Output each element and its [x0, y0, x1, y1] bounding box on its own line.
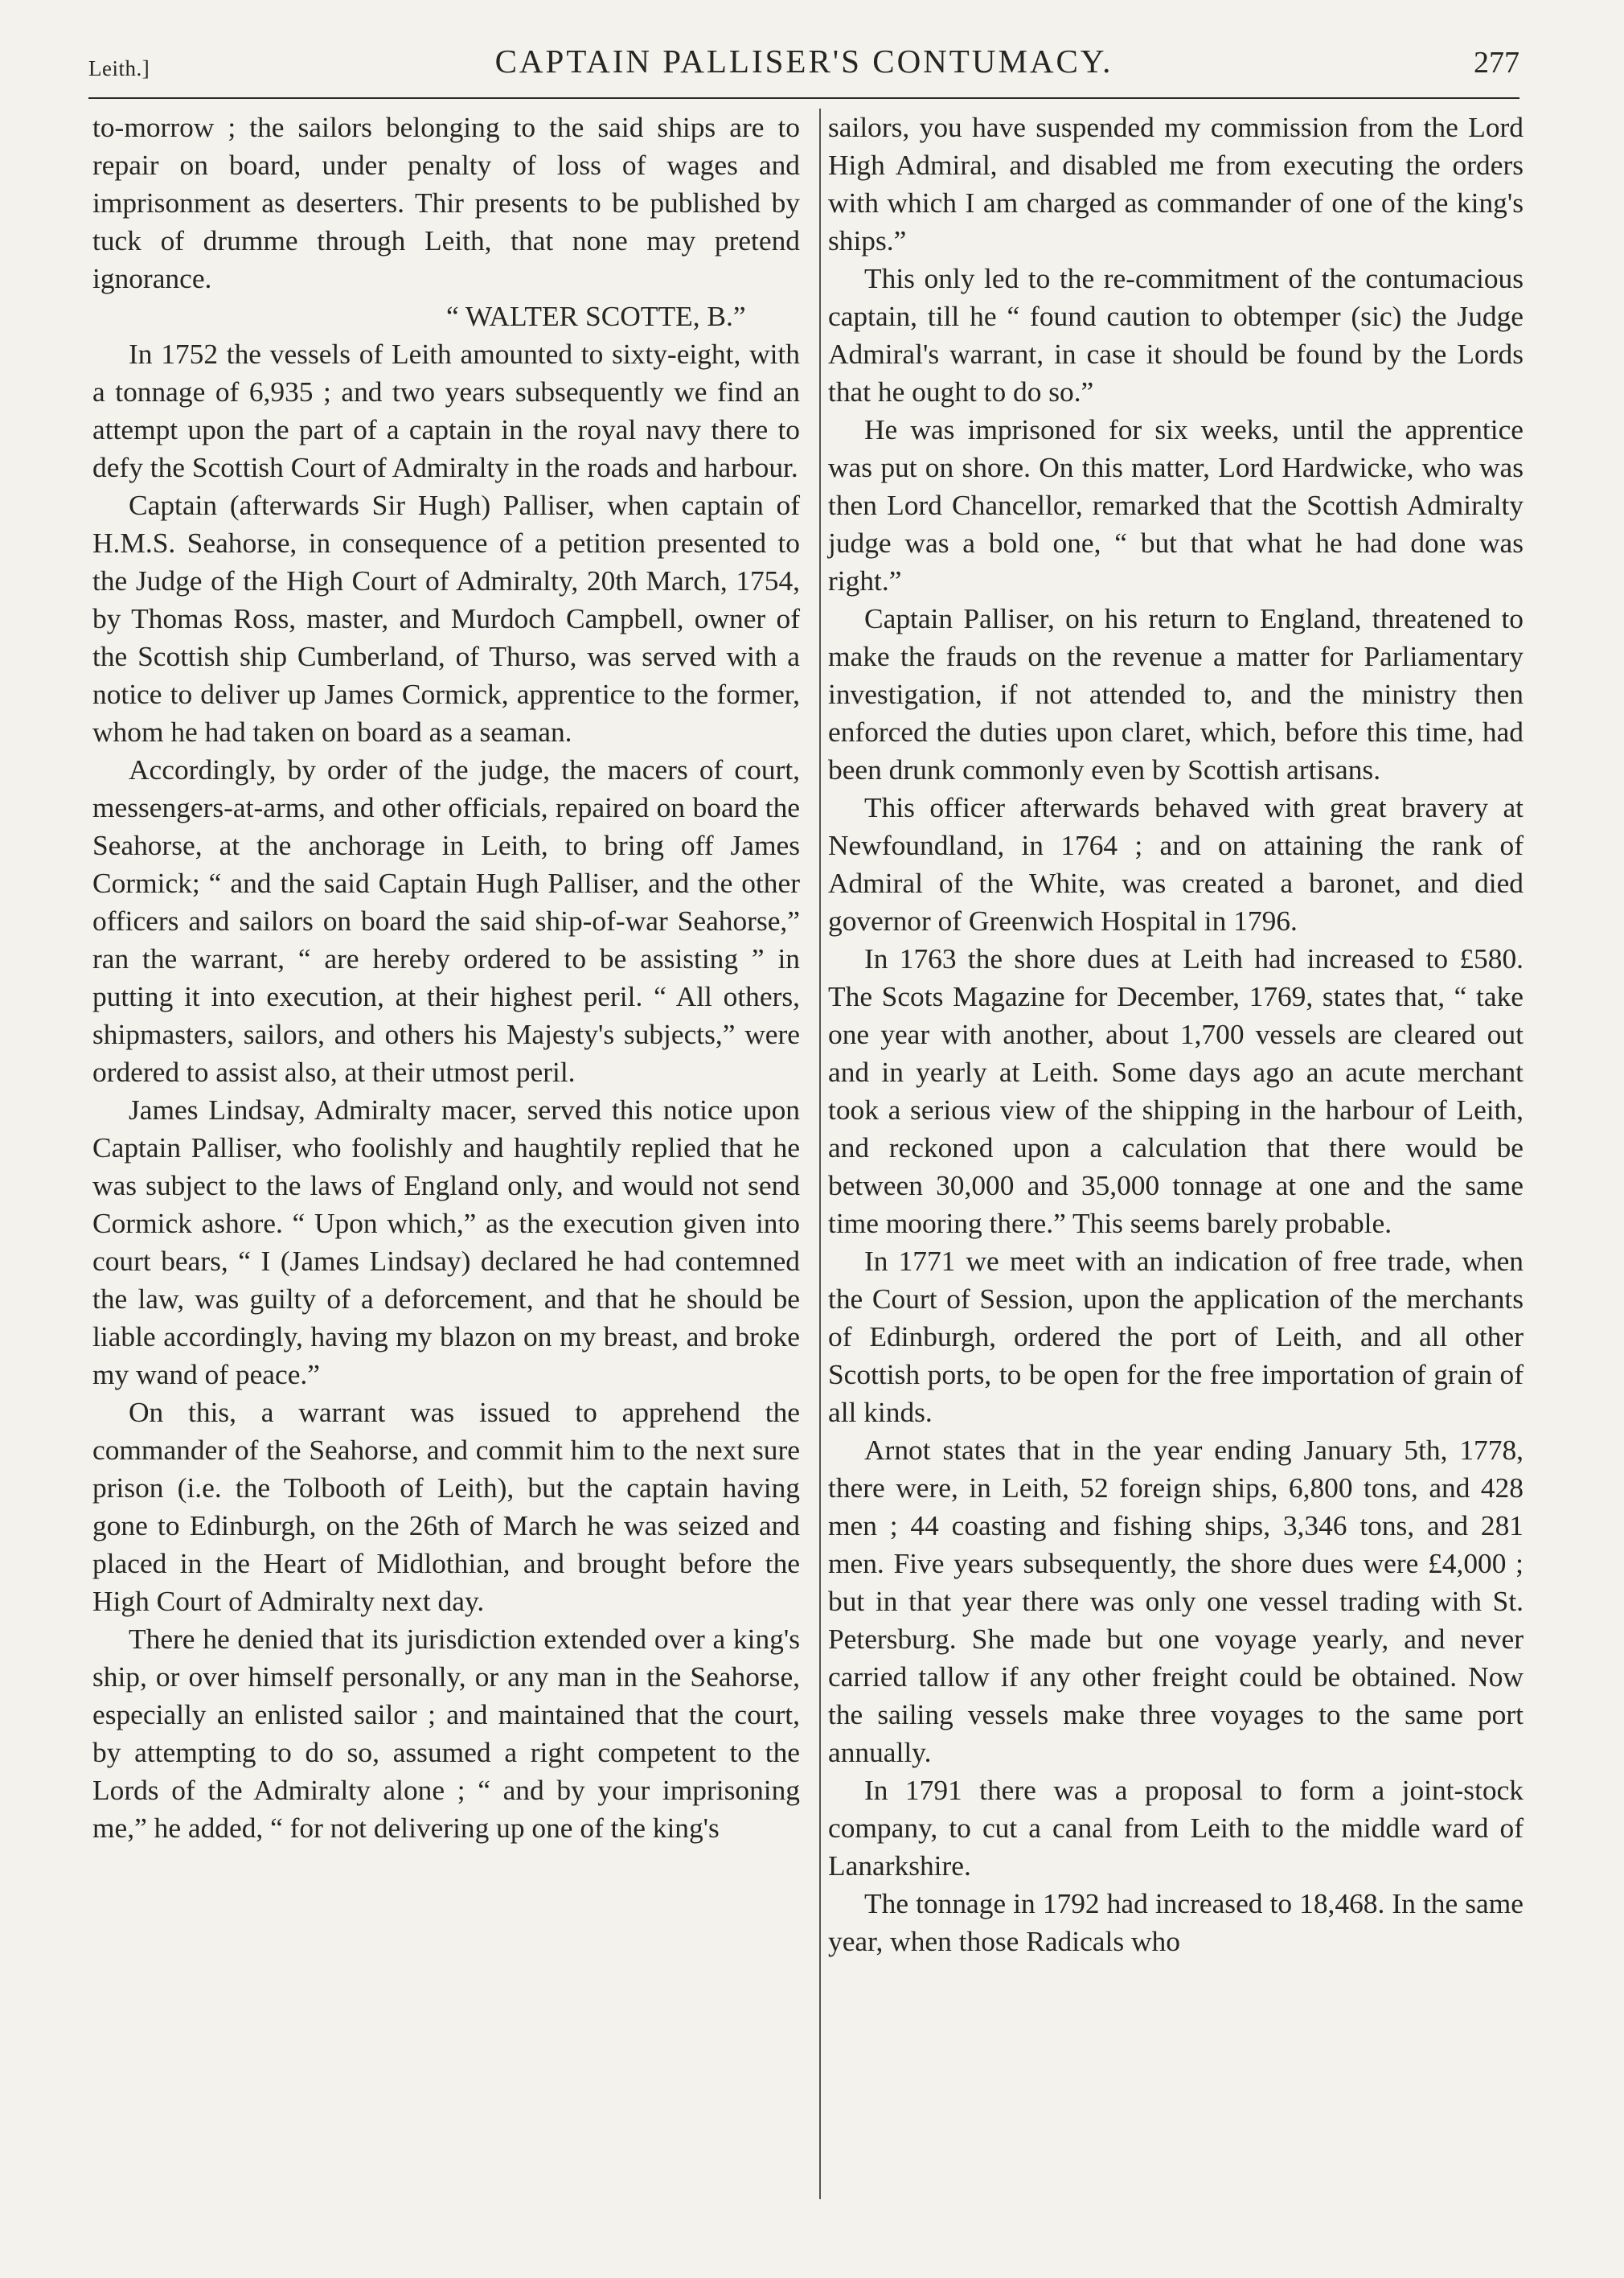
- paragraph: In 1771 we meet with an indication of free trade, when the Court of Session, upon the application of the merchants of Edinburgh, ordered the port of Leith, and all other Scottish ports, to be open for the free importation of grain of all kinds.: [828, 1245, 1524, 1428]
- paragraph: In 1752 the vessels of Leith amounted to sixty-eight, with a tonnage of 6,935 ; and two years subsequently we find an attempt upon the part of a captain in the royal navy there to defy the Scottish Court of Admiralty in the roads and harbour.: [92, 338, 800, 483]
- page-number: 277: [1474, 46, 1519, 80]
- paragraph: He was imprisoned for six weeks, until the apprentice was put on shore. On this matter, Lord Hardwicke, who was then Lord Chancellor, remarked that the Scottish Admiralty judge was a bold one, “ but that what he had done was right.”: [828, 413, 1524, 597]
- paragraph: Captain (afterwards Sir Hugh) Palliser, when captain of H.M.S. Seahorse, in consequence of a petition presented to the Judge of the High Court of Admiralty, 20th March, 1754, by Thomas Ross, master, and Murdoch Campbell, owner of the Scottish ship Cumberland, of Thurso, was served with a notice to deliver up James Cormick, apprentice to the former, whom he had taken on board as a seaman.: [92, 489, 800, 748]
- paragraph: There he denied that its jurisdiction extended over a king's ship, or over himself personally, or any man in the Seahorse, especially an enlisted sailor ; and maintained that the court, by attempting to do so, assumed a right competent to the Lords of the Admiralty alone ; “ and by your imprisoning me,” he added, “ for not delivering up one of the king's: [92, 1623, 800, 1844]
- paragraph: This only led to the re-commitment of the contumacious captain, till he “ found caution to obtemper (sic) the Judge Admiral's warrant, in case it should be found by the Lords that he ought to do so.”: [828, 262, 1524, 408]
- paragraph: Arnot states that in the year ending January 5th, 1778, there were, in Leith, 52 foreign ships, 6,800 tons, and 428 men ; 44 coasting and fishing ships, 3,346 tons, and 281 men. Five years subsequently, the shore dues were £4,000 ; but in that year there was only one vessel trading with St. Petersburg. She made but one voyage yearly, and never carried tallow if any other freight could be obtained. Now the sailing vessels make three voyages to the same port annually.: [828, 1434, 1524, 1768]
- paragraph: Captain Palliser, on his return to England, threatened to make the frauds on the revenue a matter for Parliamentary investigation, if not attended to, and the ministry then enforced the duties upon claret, which, before this time, had been drunk commonly even by Scottish artisans.: [828, 602, 1524, 786]
- paragraph: sailors, you have suspended my commission from the Lord High Admiral, and disabled me from executing the orders with which I am charged as commander of one of the king's ships.”: [828, 111, 1524, 257]
- left-column: [92, 109, 800, 1847]
- signature: “ WALTER SCOTTE, B.”: [446, 300, 746, 332]
- paragraph: In 1763 the shore dues at Leith had increased to £580. The Scots Magazine for December, 1769, states that, “ take one year with another, about 1,700 vessels are cleared out and in yearly at Leith. Some days ago an acute merchant took a serious view of the shipping in the harbour of Leith, and reckoned upon a calculation that there would be between 30,000 and 35,000 tonnage at one and the same time mooring there.” This seems barely probable.: [828, 942, 1524, 1239]
- paragraph: In 1791 there was a proposal to form a joint-stock company, to cut a canal from Leith to the middle ward of Lanarkshire.: [828, 1774, 1524, 1882]
- running-head-title: CAPTAIN PALLISER'S CONTUMACY.: [494, 43, 1113, 80]
- paragraph: James Lindsay, Admiralty macer, served this notice upon Captain Palliser, who foolishly and haughtily replied that he was subject to the laws of England only, and would not send Cormick ashore. “ Upon which,” as the execution given into court bears, “ I (James Lindsay) declared he had contemned the law, was guilty of a deforcement, and that he should be liable accordingly, having my blazon on my breast, and broke my wand of peace.”: [92, 1094, 800, 1390]
- column-divider: [819, 109, 821, 2199]
- paragraph: to-morrow ; the sailors belonging to the said ships are to repair on board, under penalty of loss of wages and imprisonment as deserters. Thir presents to be published by tuck of drumme through Leith, that none may pretend ignorance.: [92, 111, 800, 294]
- right-column: [828, 109, 1524, 1960]
- running-head-section: Leith.]: [88, 56, 150, 80]
- paragraph: On this, a warrant was issued to apprehend the commander of the Seahorse, and commit him to the next sure prison (i.e. the Tolbooth of Leith), but the captain having gone to Edinburgh, on the 26th of March he was seized and placed in the Heart of Midlothian, and brought before the High Court of Admiralty next day.: [92, 1396, 800, 1617]
- running-head: [88, 42, 1519, 98]
- header-rule: [88, 97, 1519, 99]
- paragraph: This officer afterwards behaved with great bravery at Newfoundland, in 1764 ; and on attaining the rank of Admiral of the White, was created a baronet, and died governor of Greenwich Hospital in 1796.: [828, 791, 1524, 937]
- paragraph: The tonnage in 1792 had increased to 18,468. In the same year, when those Radicals who: [828, 1887, 1524, 1957]
- paragraph: Accordingly, by order of the judge, the macers of court, messengers-at-arms, and other officials, repaired on board the Seahorse, at the anchorage in Leith, to bring off James Cormick; “ and the said Captain Hugh Palliser, and the other officers and sailors on board the said ship-of-war Seahorse,” ran the warrant, “ are hereby ordered to be assisting ” in putting it into execution, at their highest peril. “ All others, shipmasters, sailors, and others his Majesty's subjects,” were ordered to assist also, at their utmost peril.: [92, 753, 800, 1088]
